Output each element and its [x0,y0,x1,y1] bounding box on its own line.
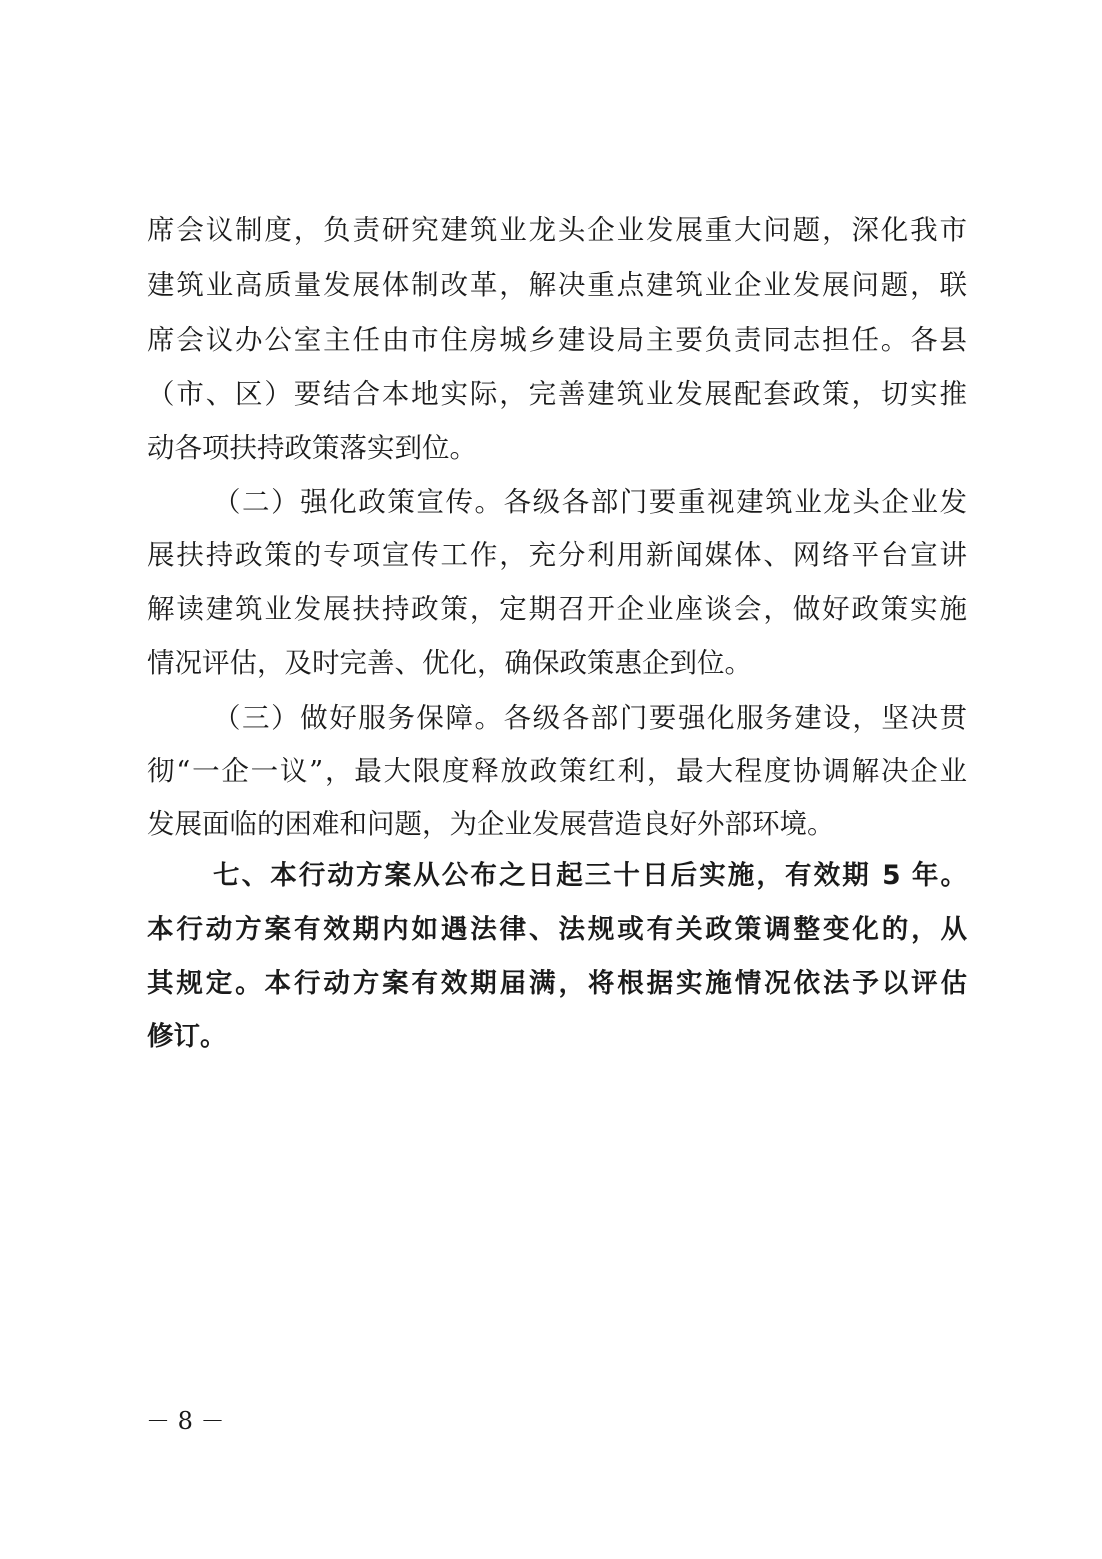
paragraph-line: （市、区）要结合本地实际，完善建筑业发展配套政策，切实推 [147,378,967,410]
paragraph-line: 修订。 [147,1021,227,1052]
paragraph-line: 席会议制度，负责研究建筑业龙头企业发展重大问题，深化我市 [147,214,967,246]
paragraph-line: 情况评估，及时完善、优化，确保政策惠企到位。 [147,647,752,679]
paragraph-line: 发展面临的困难和问题，为企业发展营造良好外部环境。 [147,808,835,840]
paragraph-line: 建筑业高质量发展体制改革，解决重点建筑业企业发展问题，联 [147,269,967,301]
paragraph-line: 展扶持政策的专项宣传工作，充分利用新闻媒体、网络平台宣讲 [147,539,967,571]
paragraph-line: 席会议办公室主任由市住房城乡建设局主要负责同志担任。各县 [147,324,967,356]
paragraph-line: 本行动方案有效期内如遇法律、法规或有关政策调整变化的，从 [147,914,967,945]
paragraph-line: （三）做好服务保障。各级各部门要强化服务建设，坚决贯 [213,702,967,734]
paragraph-line: 动各项扶持政策落实到位。 [147,432,477,464]
paragraph-line: 解读建筑业发展扶持政策，定期召开企业座谈会，做好政策实施 [147,593,967,625]
paragraph-line: 七、本行动方案从公布之日起三十日后实施，有效期 5 年。 [213,860,967,891]
paragraph-line: 其规定。本行动方案有效期届满，将根据实施情况依法予以评估 [147,968,967,999]
page-number: － 8 － [146,1407,225,1435]
paragraph-line: 彻“一企一议”，最大限度释放政策红利，最大程度协调解决企业 [147,755,967,787]
paragraph-line: （二）强化政策宣传。各级各部门要重视建筑业龙头企业发 [213,486,967,518]
